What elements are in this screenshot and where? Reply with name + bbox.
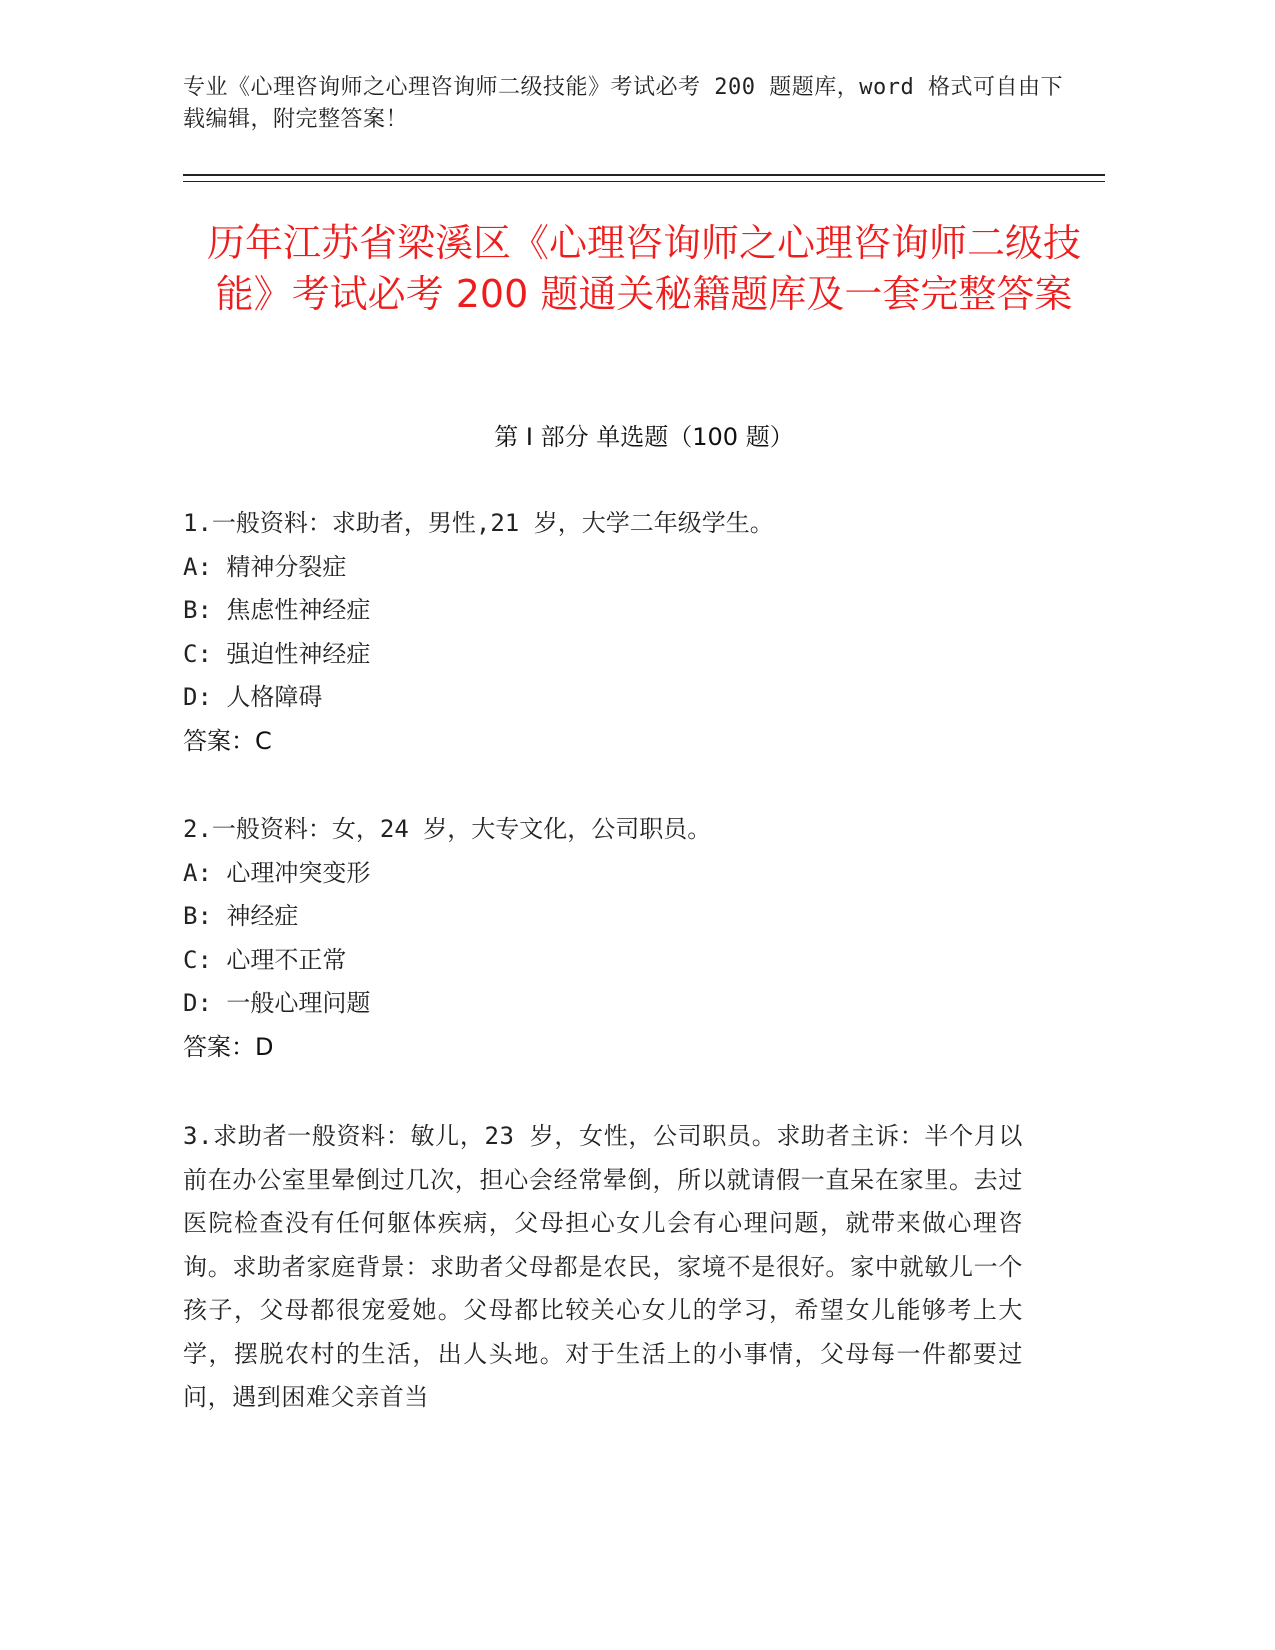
header-divider-thin xyxy=(183,181,1105,182)
section-title: 第 I 部分 单选题（100 题） xyxy=(494,423,794,451)
option-d: D: 一般心理问题 xyxy=(183,989,371,1017)
question-stem: 1.一般资料：求助者，男性,21 岁，大学二年级学生。 xyxy=(183,509,774,537)
option-a: A: 精神分裂症 xyxy=(183,552,347,581)
option-c: C: 心理不正常 xyxy=(183,945,347,974)
document-title: 历年江苏省梁溪区《心理咨询师之心理咨询师二级技能》考试必考 200 题通关秘籍题库及一套完整答案 xyxy=(206,221,1081,316)
question-1 xyxy=(183,502,1023,763)
option-a: A: 心理冲突变形 xyxy=(183,858,371,887)
question-stem: 2.一般资料：女，24 岁，大专文化，公司职员。 xyxy=(183,815,712,843)
question-3: 3.求助者一般资料：敏儿，23 岁，女性，公司职员。求助者主诉：半个月以前在办公室里晕倒过几次，担心会经常晕倒，所以就请假一直呆在家里。去过医院检查没有任何躯体疾病，父母担心女儿会有心理问题，就带来做心理咨询。求助者家庭背景：求助者父母都是农民，家境不是很好。家中就敏儿一个孩子，父母都很宠爱她。父母都比较关心女儿的学习，希望女儿能够考上大学，摆脱农村的生活，出人头地。对于生活上的小事情，父母每一件都要过问，遇到困难父亲首当 xyxy=(183,1122,1023,1411)
question-2 xyxy=(183,808,1023,1069)
answer: 答案：C xyxy=(183,726,272,755)
answer: 答案：D xyxy=(183,1032,274,1061)
option-d: D: 人格障碍 xyxy=(183,683,323,711)
header-note: 专业《心理咨询师之心理咨询师二级技能》考试必考 200 题题库，word 格式可自由下载编辑，附完整答案！ xyxy=(183,75,1063,132)
option-b: B: 焦虑性神经症 xyxy=(183,596,371,624)
option-c: C: 强迫性神经症 xyxy=(183,639,371,668)
header-divider-thick xyxy=(183,174,1105,176)
option-b: B: 神经症 xyxy=(183,902,299,930)
